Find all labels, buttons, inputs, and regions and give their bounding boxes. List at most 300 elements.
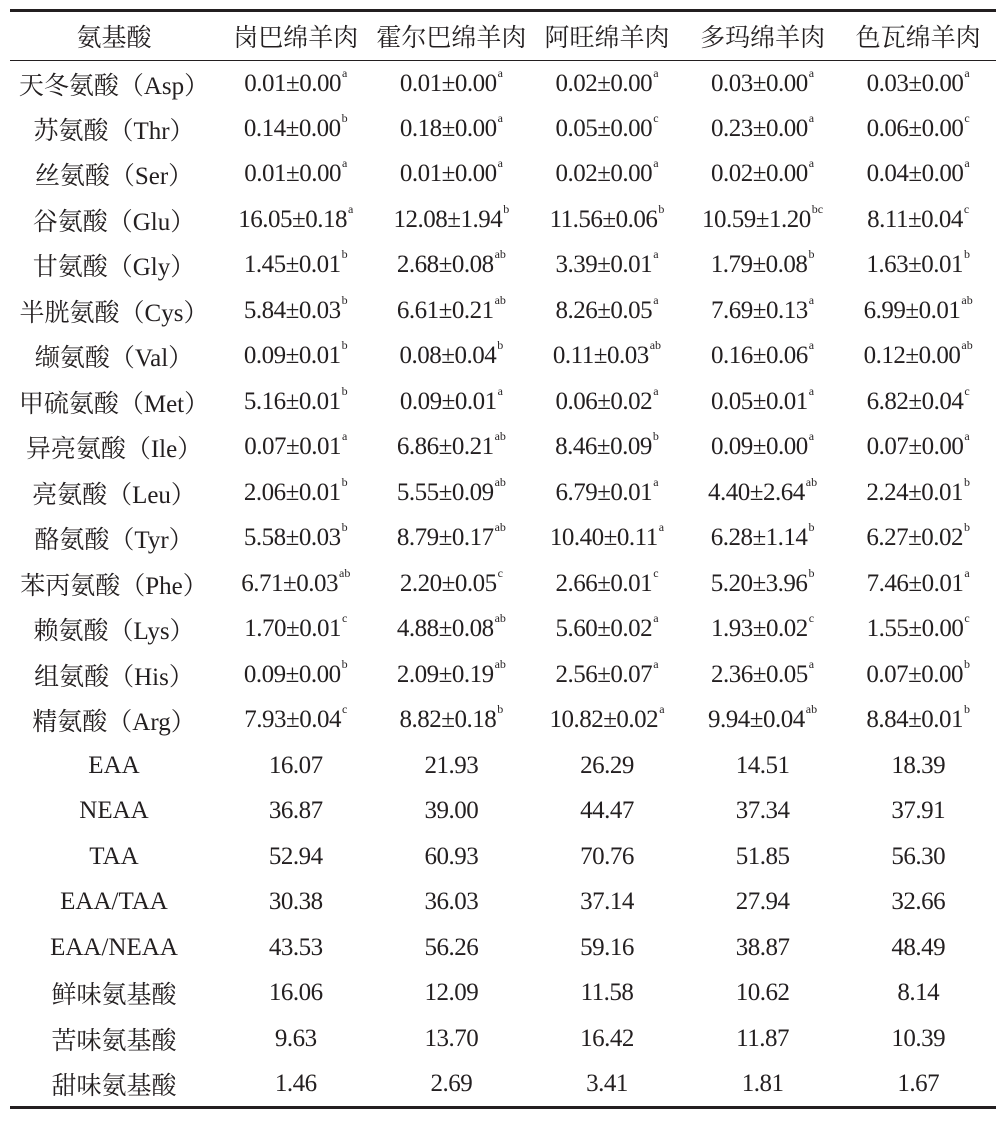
cell-value: 6.79±0.01: [555, 478, 653, 506]
table-row: [10, 743, 996, 789]
significance-letter: b: [964, 702, 971, 717]
value-cell: [218, 834, 374, 880]
value-cell: [374, 379, 530, 425]
value-cell: [218, 925, 374, 971]
value-cell: [218, 425, 374, 471]
cell-value: 2.56±0.07: [555, 660, 653, 688]
table-row: [10, 698, 996, 744]
value-cell: [218, 1016, 374, 1062]
row-label: 甲硫氨酸（Met）: [18, 390, 210, 418]
row-label: 异亮氨酸（Ile）: [25, 436, 203, 464]
significance-letter: a: [659, 702, 665, 717]
significance-letter: b: [497, 702, 504, 717]
value-cell: [685, 470, 841, 516]
significance-letter: c: [653, 110, 659, 125]
cell-value: 1.67: [897, 1069, 940, 1097]
value-cell: [685, 880, 841, 926]
cell-value: 2.09±0.19: [396, 660, 494, 688]
cell-value: 11.56±0.06: [549, 205, 658, 233]
cell-value: 3.39±0.01: [555, 251, 653, 279]
row-label: 赖氨酸（Lys）: [33, 618, 195, 646]
significance-letter: c: [342, 702, 348, 717]
cell-value: 0.01±0.00: [399, 69, 497, 97]
value-cell: [374, 1062, 530, 1108]
value-cell: [529, 1062, 685, 1108]
cell-value: 59.16: [580, 933, 634, 961]
significance-letter: b: [341, 520, 348, 535]
value-cell: [374, 197, 530, 243]
cell-value: 4.40±2.64: [708, 478, 805, 506]
value-cell: [218, 516, 374, 562]
value-cell: [218, 61, 374, 107]
value-cell: [218, 607, 374, 653]
cell-value: 6.28±1.14: [710, 524, 808, 552]
significance-letter: ab: [961, 338, 973, 353]
value-cell: [218, 1062, 374, 1108]
significance-letter: ab: [649, 338, 662, 353]
cell-value: 2.68±0.08: [396, 251, 494, 279]
cell-value: 0.09±0.01: [399, 387, 497, 415]
row-label: 苦味氨基酸: [51, 1027, 177, 1055]
amino-acid-table-container: [10, 0, 996, 1109]
row-label: 鲜味氨基酸: [51, 982, 177, 1010]
value-cell: [374, 243, 530, 289]
cell-value: 2.06±0.01: [243, 478, 341, 506]
header-cell-gangba: 岗巴绵羊肉: [218, 11, 374, 61]
table-row: [10, 1062, 996, 1108]
value-cell: [840, 152, 996, 198]
cell-value: 6.86±0.21: [396, 433, 494, 461]
cell-value: 0.04±0.00: [866, 160, 964, 188]
cell-value: 0.01±0.00: [244, 69, 341, 97]
cell-value: 12.08±1.94: [393, 205, 503, 233]
amino-acid-table: [10, 9, 996, 1109]
cell-value: 16.42: [580, 1024, 634, 1052]
cell-value: 13.70: [424, 1024, 479, 1052]
cell-value: 1.45±0.01: [243, 251, 341, 279]
cell-value: 0.07±0.00: [866, 660, 964, 688]
row-label: 组氨酸（His）: [34, 663, 194, 691]
cell-value: 14.51: [735, 751, 790, 779]
table-row: [10, 834, 996, 880]
significance-letter: c: [653, 565, 659, 580]
cell-value: 10.40±0.11: [549, 524, 658, 552]
cell-value: 2.66±0.01: [555, 569, 653, 597]
cell-value: 8.82±0.18: [399, 706, 497, 734]
value-cell: [685, 197, 841, 243]
significance-letter: c: [964, 611, 970, 626]
value-cell: [374, 470, 530, 516]
value-cell: [374, 925, 530, 971]
cell-value: 0.05±0.00: [555, 114, 653, 142]
value-cell: [685, 652, 841, 698]
value-cell: [840, 561, 996, 607]
cell-value: 4.88±0.08: [396, 615, 494, 643]
cell-value: 21.93: [424, 751, 479, 779]
value-cell: [840, 789, 996, 835]
cell-value: 2.36±0.05: [711, 660, 808, 688]
cell-value: 36.87: [268, 797, 323, 825]
cell-value: 16.07: [268, 751, 323, 779]
value-cell: [840, 243, 996, 289]
table-row: [10, 925, 996, 971]
cell-value: 0.03±0.00: [711, 69, 808, 97]
significance-letter: b: [341, 338, 348, 353]
row-label: 精氨酸（Arg）: [32, 709, 196, 737]
row-label: 甜味氨基酸: [51, 1072, 177, 1100]
table-row: [10, 789, 996, 835]
significance-letter: b: [652, 429, 659, 444]
value-cell: [840, 288, 996, 334]
significance-letter: bc: [811, 201, 824, 216]
cell-value: 0.02±0.00: [555, 69, 653, 97]
cell-value: 0.06±0.00: [866, 114, 964, 142]
significance-letter: b: [497, 338, 504, 353]
cell-value: 0.09±0.00: [243, 660, 341, 688]
value-cell: [374, 698, 530, 744]
value-cell: [218, 152, 374, 198]
cell-value: 11.58: [580, 979, 634, 1007]
significance-letter: ab: [805, 474, 818, 489]
significance-letter: a: [342, 429, 348, 444]
value-cell: [529, 789, 685, 835]
table-row: [10, 106, 996, 152]
significance-letter: a: [653, 656, 659, 671]
cell-value: 0.05±0.01: [711, 387, 808, 415]
value-cell: [840, 106, 996, 152]
cell-value: 2.20±0.05: [399, 569, 497, 597]
significance-letter: a: [348, 201, 354, 216]
significance-letter: ab: [494, 429, 506, 444]
cell-value: 0.18±0.00: [399, 114, 497, 142]
header-cell-huoerba: 霍尔巴绵羊肉: [374, 11, 530, 61]
significance-letter: b: [964, 656, 971, 671]
cell-value: 30.38: [268, 888, 323, 916]
row-label: 丝氨酸（Ser）: [34, 163, 194, 191]
cell-value: 1.46: [274, 1069, 317, 1097]
value-cell: [529, 561, 685, 607]
value-cell: [685, 516, 841, 562]
value-cell: [685, 607, 841, 653]
cell-value: 8.11±0.04: [867, 205, 963, 233]
value-cell: [218, 880, 374, 926]
value-cell: [529, 243, 685, 289]
cell-value: 8.84±0.01: [866, 706, 964, 734]
significance-letter: b: [808, 565, 815, 580]
row-label: 甘氨酸（Gly）: [32, 254, 196, 282]
value-cell: [840, 607, 996, 653]
value-cell: [529, 516, 685, 562]
value-cell: [374, 1016, 530, 1062]
significance-letter: ab: [339, 565, 351, 580]
value-cell: [529, 106, 685, 152]
cell-value: 10.39: [891, 1024, 946, 1052]
value-cell: [529, 834, 685, 880]
cell-value: 16.05±0.18: [238, 205, 347, 233]
significance-letter: b: [341, 474, 348, 489]
cell-value: 0.12±0.00: [863, 342, 961, 370]
row-label: 苯丙氨酸（Phe）: [20, 572, 208, 600]
cell-value: 26.29: [580, 751, 634, 779]
cell-value: 5.60±0.02: [555, 615, 653, 643]
significance-letter: a: [342, 65, 348, 80]
cell-value: 0.09±0.00: [711, 433, 808, 461]
value-cell: [218, 971, 374, 1017]
value-cell: [685, 152, 841, 198]
cell-value: 7.69±0.13: [711, 296, 808, 324]
cell-value: 0.02±0.00: [555, 160, 653, 188]
value-cell: [685, 561, 841, 607]
table-row: [10, 197, 996, 243]
value-cell: [685, 1062, 841, 1108]
cell-value: 37.91: [891, 797, 946, 825]
table-row: [10, 288, 996, 334]
cell-value: 1.81: [741, 1069, 784, 1097]
value-cell: [529, 1016, 685, 1062]
significance-letter: a: [653, 65, 659, 80]
cell-value: 0.07±0.00: [866, 433, 964, 461]
cell-value: 52.94: [268, 842, 323, 870]
significance-letter: a: [653, 292, 659, 307]
row-label: TAA: [89, 842, 139, 870]
value-cell: [529, 607, 685, 653]
value-cell: [685, 789, 841, 835]
value-cell: [374, 880, 530, 926]
value-cell: [529, 334, 685, 380]
significance-letter: b: [808, 247, 815, 262]
value-cell: [529, 379, 685, 425]
header-row: [10, 11, 996, 61]
value-cell: [529, 698, 685, 744]
cell-value: 5.84±0.03: [243, 296, 341, 324]
cell-value: 0.03±0.00: [866, 69, 964, 97]
cell-value: 36.03: [424, 888, 479, 916]
value-cell: [374, 789, 530, 835]
cell-value: 2.69: [430, 1069, 473, 1097]
significance-letter: b: [964, 474, 971, 489]
row-label: EAA/TAA: [60, 888, 168, 916]
value-cell: [218, 789, 374, 835]
significance-letter: c: [342, 611, 348, 626]
cell-value: 8.26±0.05: [555, 296, 653, 324]
significance-letter: a: [808, 110, 815, 125]
value-cell: [685, 243, 841, 289]
row-label: 天冬氨酸（Asp）: [18, 72, 210, 100]
table-row: [10, 561, 996, 607]
significance-letter: ab: [494, 611, 506, 626]
value-cell: [529, 971, 685, 1017]
table-row: [10, 243, 996, 289]
cell-value: 0.07±0.01: [244, 433, 341, 461]
value-cell: [840, 743, 996, 789]
value-cell: [529, 425, 685, 471]
cell-value: 6.71±0.03: [241, 569, 338, 597]
significance-letter: a: [808, 65, 815, 80]
cell-value: 0.08±0.04: [399, 342, 497, 370]
significance-letter: a: [497, 156, 503, 171]
value-cell: [840, 834, 996, 880]
significance-letter: a: [808, 292, 815, 307]
cell-value: 5.58±0.03: [243, 524, 341, 552]
significance-letter: ab: [494, 474, 506, 489]
value-cell: [374, 516, 530, 562]
row-label: NEAA: [79, 797, 149, 825]
cell-value: 3.41: [586, 1069, 628, 1097]
cell-value: 56.26: [424, 933, 479, 961]
cell-value: 6.61±0.21: [396, 296, 494, 324]
cell-value: 8.79±0.17: [396, 524, 494, 552]
significance-letter: b: [808, 520, 815, 535]
value-cell: [685, 334, 841, 380]
row-label: 酪氨酸（Tyr）: [34, 527, 194, 555]
value-cell: [685, 698, 841, 744]
cell-value: 16.06: [268, 979, 323, 1007]
value-cell: [840, 880, 996, 926]
value-cell: [218, 197, 374, 243]
value-cell: [374, 334, 530, 380]
significance-letter: a: [964, 65, 970, 80]
significance-letter: a: [808, 429, 815, 444]
value-cell: [685, 425, 841, 471]
cell-value: 1.79±0.08: [710, 251, 808, 279]
value-cell: [374, 106, 530, 152]
significance-letter: a: [808, 383, 815, 398]
table-header: [10, 11, 996, 61]
row-label: EAA: [88, 751, 140, 779]
cell-value: 8.46±0.09: [555, 433, 652, 461]
value-cell: [840, 425, 996, 471]
value-cell: [374, 652, 530, 698]
header-cell-awang: 阿旺绵羊肉: [529, 11, 685, 61]
value-cell: [218, 561, 374, 607]
value-cell: [840, 334, 996, 380]
cell-value: 6.99±0.01: [863, 296, 961, 324]
significance-letter: ab: [494, 656, 506, 671]
value-cell: [218, 652, 374, 698]
cell-value: 9.63: [274, 1024, 317, 1052]
value-cell: [218, 288, 374, 334]
cell-value: 0.14±0.00: [243, 114, 341, 142]
value-cell: [218, 470, 374, 516]
cell-value: 0.23±0.00: [711, 114, 808, 142]
significance-letter: a: [964, 429, 970, 444]
header-cell-amino-acid: 氨基酸: [10, 11, 218, 61]
significance-letter: a: [497, 110, 503, 125]
significance-letter: a: [808, 656, 815, 671]
significance-letter: ab: [805, 702, 818, 717]
significance-letter: a: [964, 565, 970, 580]
value-cell: [374, 152, 530, 198]
cell-value: 10.62: [735, 979, 790, 1007]
value-cell: [374, 971, 530, 1017]
cell-value: 11.87: [736, 1024, 789, 1052]
cell-value: 43.53: [268, 933, 323, 961]
significance-letter: a: [653, 474, 659, 489]
cell-value: 1.70±0.01: [244, 615, 341, 643]
value-cell: [218, 698, 374, 744]
row-label: 半胱氨酸（Cys）: [19, 299, 209, 327]
value-cell: [374, 607, 530, 653]
cell-value: 5.16±0.01: [243, 387, 341, 415]
significance-letter: ab: [494, 520, 506, 535]
row-label: 亮氨酸（Leu）: [32, 481, 196, 509]
cell-value: 0.02±0.00: [711, 160, 808, 188]
value-cell: [685, 834, 841, 880]
value-cell: [529, 652, 685, 698]
value-cell: [529, 470, 685, 516]
cell-value: 1.55±0.00: [866, 615, 964, 643]
value-cell: [374, 61, 530, 107]
row-label: 谷氨酸（Glu）: [32, 208, 196, 236]
significance-letter: b: [658, 201, 665, 216]
value-cell: [529, 61, 685, 107]
header-cell-duoma: 多玛绵羊肉: [685, 11, 841, 61]
value-cell: [685, 1016, 841, 1062]
table-row: [10, 425, 996, 471]
value-cell: [685, 288, 841, 334]
significance-letter: a: [808, 156, 815, 171]
value-cell: [685, 61, 841, 107]
cell-value: 27.94: [735, 888, 790, 916]
significance-letter: a: [808, 338, 815, 353]
table-row: [10, 152, 996, 198]
value-cell: [529, 152, 685, 198]
cell-value: 7.46±0.01: [866, 569, 964, 597]
table-row: [10, 971, 996, 1017]
cell-value: 32.66: [891, 888, 946, 916]
table-row: [10, 470, 996, 516]
cell-value: 44.47: [580, 797, 634, 825]
cell-value: 0.01±0.00: [399, 160, 497, 188]
table-row: [10, 652, 996, 698]
table-row: [10, 880, 996, 926]
cell-value: 1.93±0.02: [711, 615, 808, 643]
cell-value: 9.94±0.04: [708, 706, 805, 734]
significance-letter: b: [341, 656, 348, 671]
value-cell: [374, 834, 530, 880]
cell-value: 1.63±0.01: [866, 251, 964, 279]
significance-letter: a: [497, 65, 503, 80]
significance-letter: b: [341, 383, 348, 398]
cell-value: 18.39: [891, 751, 946, 779]
value-cell: [218, 379, 374, 425]
cell-value: 0.09±0.01: [243, 342, 341, 370]
significance-letter: a: [964, 156, 970, 171]
cell-value: 5.55±0.09: [396, 478, 494, 506]
table-row: [10, 516, 996, 562]
value-cell: [840, 1016, 996, 1062]
significance-letter: c: [808, 611, 815, 626]
cell-value: 38.87: [735, 933, 790, 961]
cell-value: 6.27±0.02: [866, 524, 964, 552]
value-cell: [374, 743, 530, 789]
row-label: EAA/NEAA: [50, 933, 178, 961]
value-cell: [685, 971, 841, 1017]
value-cell: [529, 743, 685, 789]
cell-value: 37.14: [580, 888, 634, 916]
significance-letter: b: [503, 201, 510, 216]
significance-letter: ab: [494, 292, 506, 307]
cell-value: 12.09: [424, 979, 479, 1007]
significance-letter: ab: [494, 247, 506, 262]
cell-value: 8.14: [897, 979, 940, 1007]
value-cell: [840, 379, 996, 425]
cell-value: 48.49: [891, 933, 946, 961]
value-cell: [840, 516, 996, 562]
value-cell: [529, 925, 685, 971]
cell-value: 0.06±0.02: [555, 387, 653, 415]
table-row: [10, 379, 996, 425]
